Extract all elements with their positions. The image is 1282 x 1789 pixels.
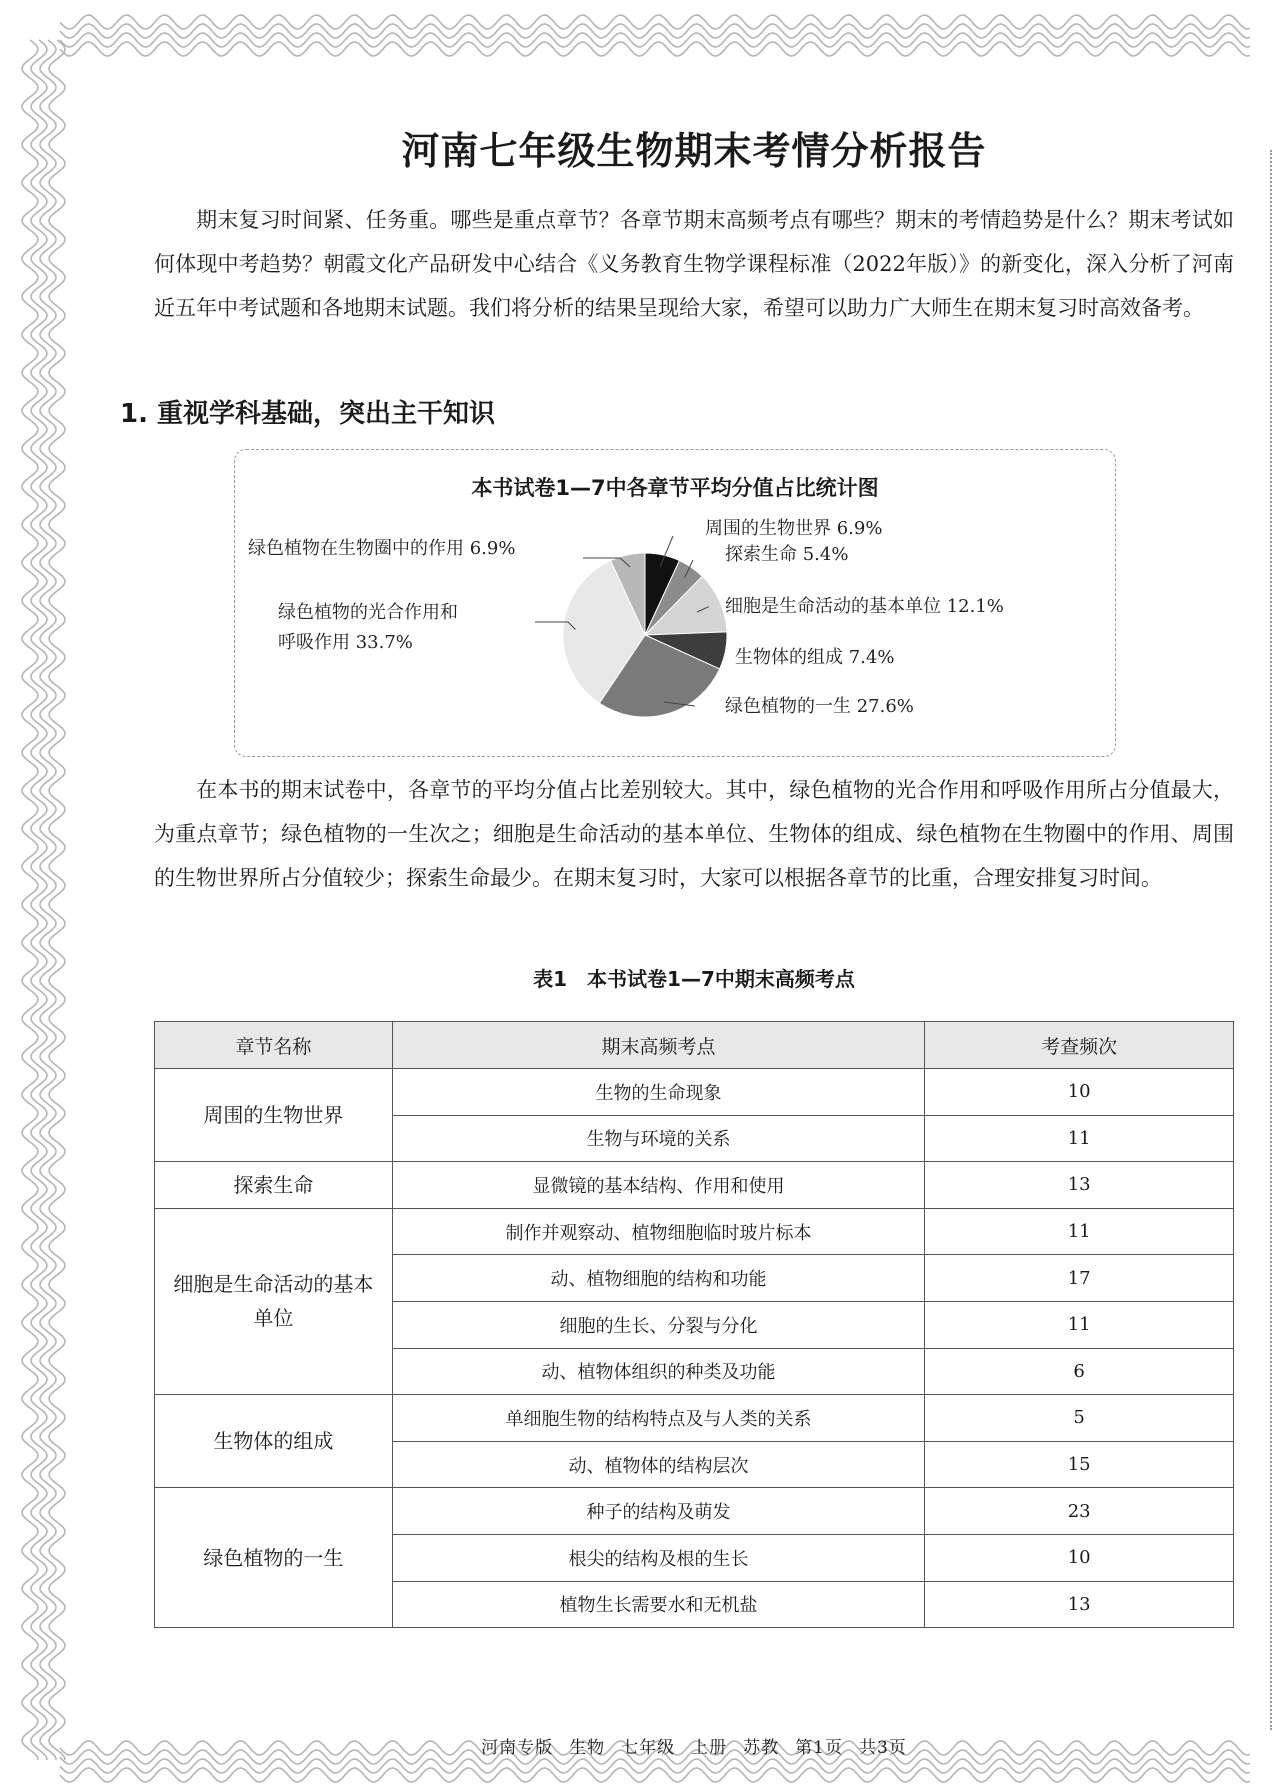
footer-item: 七年级 bbox=[621, 1738, 676, 1758]
topic-cell: 动、植物体组织的种类及功能 bbox=[392, 1348, 924, 1395]
table-row bbox=[155, 1395, 1234, 1442]
frequency-cell: 6 bbox=[925, 1348, 1234, 1395]
chapter-cell: 绿色植物的一生 bbox=[155, 1488, 393, 1628]
frequency-cell: 11 bbox=[925, 1208, 1234, 1255]
table-row bbox=[155, 1488, 1234, 1535]
pie-label: 绿色植物的一生 27.6% bbox=[725, 696, 914, 717]
footer-item: 生物 bbox=[569, 1738, 606, 1758]
page-title: 河南七年级生物期末考情分析报告 bbox=[401, 129, 987, 173]
frequency-cell: 10 bbox=[925, 1534, 1234, 1581]
page-footer bbox=[154, 1733, 1234, 1758]
table-row bbox=[155, 1208, 1234, 1255]
topic-cell: 生物与环境的关系 bbox=[392, 1115, 924, 1162]
intro-text: 期末复习时间紧、任务重。哪些是重点章节？各章节期末高频考点有哪些？期末的考情趋势是什么？期末考试如何体现中考趋势？朝霞文化产品研发中心结合《义务教育生物学课程标准（2022年版）》的新变化，深入分析了河南近五年中考试题和各地期末试题。我们将分析的结果呈现给大家，希望可以助力广大师生在期末复习时高效备考。 bbox=[154, 208, 1234, 320]
topic-cell: 根尖的结构及根的生长 bbox=[392, 1534, 924, 1581]
section-heading-1: 1. 重视学科基础，突出主干知识 bbox=[120, 399, 496, 429]
topic-cell: 制作并观察动、植物细胞临时玻片标本 bbox=[392, 1208, 924, 1255]
pie-label: 细胞是生命活动的基本单位 12.1% bbox=[725, 596, 1004, 617]
topic-cell: 植物生长需要水和无机盐 bbox=[392, 1581, 924, 1628]
frequency-cell: 11 bbox=[925, 1301, 1234, 1348]
frequency-cell: 13 bbox=[925, 1581, 1234, 1628]
pie-label: 呼吸作用 33.7% bbox=[278, 632, 413, 653]
chapter-cell: 细胞是生命活动的基本单位 bbox=[155, 1208, 393, 1394]
page-content bbox=[120, 80, 1234, 1758]
pie-chart-box bbox=[234, 449, 1116, 757]
table-row bbox=[155, 1162, 1234, 1209]
footer-item: 上册 bbox=[691, 1738, 728, 1758]
table-row bbox=[155, 1069, 1234, 1116]
pie-label: 绿色植物的光合作用和 bbox=[278, 602, 458, 623]
pie-label: 周围的生物世界 6.9% bbox=[705, 518, 883, 539]
topic-cell: 动、植物体的结构层次 bbox=[392, 1441, 924, 1488]
header-topic: 期末高频考点 bbox=[392, 1022, 924, 1069]
frequency-cell: 23 bbox=[925, 1488, 1234, 1535]
pie-chart bbox=[235, 450, 1115, 756]
pie-label: 探索生命 5.4% bbox=[725, 544, 849, 565]
pie-label: 绿色植物在生物圈中的作用 6.9% bbox=[248, 538, 516, 559]
topic-cell: 细胞的生长、分裂与分化 bbox=[392, 1301, 924, 1348]
topic-cell: 单细胞生物的结构特点及与人类的关系 bbox=[392, 1395, 924, 1442]
frequency-cell: 10 bbox=[925, 1069, 1234, 1116]
analysis-text: 在本书的期末试卷中，各章节的平均分值占比差别较大。其中，绿色植物的光合作用和呼吸作用所占分值最大，为重点章节；绿色植物的一生次之；细胞是生命活动的基本单位、生物体的组成、绿色植物在生物圈中的作用、周围的生物世界所占分值较少；探索生命最少。在期末复习时，大家可以根据各章节的比重，合理安排复习时间。 bbox=[154, 778, 1234, 890]
frequency-cell: 11 bbox=[925, 1115, 1234, 1162]
topic-cell: 显微镜的基本结构、作用和使用 bbox=[392, 1162, 924, 1209]
header-frequency: 考查频次 bbox=[925, 1022, 1234, 1069]
table-caption: 表1 本书试卷1—7中期末高频考点 bbox=[533, 967, 855, 991]
footer-item: 共3页 bbox=[859, 1738, 907, 1758]
footer-item: 河南专版 bbox=[481, 1738, 554, 1758]
header-chapter: 章节名称 bbox=[155, 1022, 393, 1069]
intro-paragraph bbox=[154, 198, 1234, 330]
high-frequency-table bbox=[154, 1021, 1234, 1628]
analysis-paragraph bbox=[154, 768, 1234, 900]
frequency-cell: 15 bbox=[925, 1441, 1234, 1488]
frequency-cell: 13 bbox=[925, 1162, 1234, 1209]
right-edge-rule bbox=[1270, 150, 1275, 1730]
chart-title: 本书试卷1—7中各章节平均分值占比统计图 bbox=[471, 476, 879, 500]
frequency-cell: 5 bbox=[925, 1395, 1234, 1442]
footer-item: 第1页 bbox=[795, 1738, 843, 1758]
topic-cell: 种子的结构及萌发 bbox=[392, 1488, 924, 1535]
footer-item: 苏教 bbox=[743, 1738, 780, 1758]
chapter-cell: 生物体的组成 bbox=[155, 1395, 393, 1488]
chapter-cell: 周围的生物世界 bbox=[155, 1069, 393, 1162]
topic-cell: 动、植物细胞的结构和功能 bbox=[392, 1255, 924, 1302]
topic-cell: 生物的生命现象 bbox=[392, 1069, 924, 1116]
pie-label: 生物体的组成 7.4% bbox=[735, 647, 895, 668]
chapter-cell: 探索生命 bbox=[155, 1162, 393, 1209]
table-header-row bbox=[155, 1022, 1234, 1069]
frequency-cell: 17 bbox=[925, 1255, 1234, 1302]
